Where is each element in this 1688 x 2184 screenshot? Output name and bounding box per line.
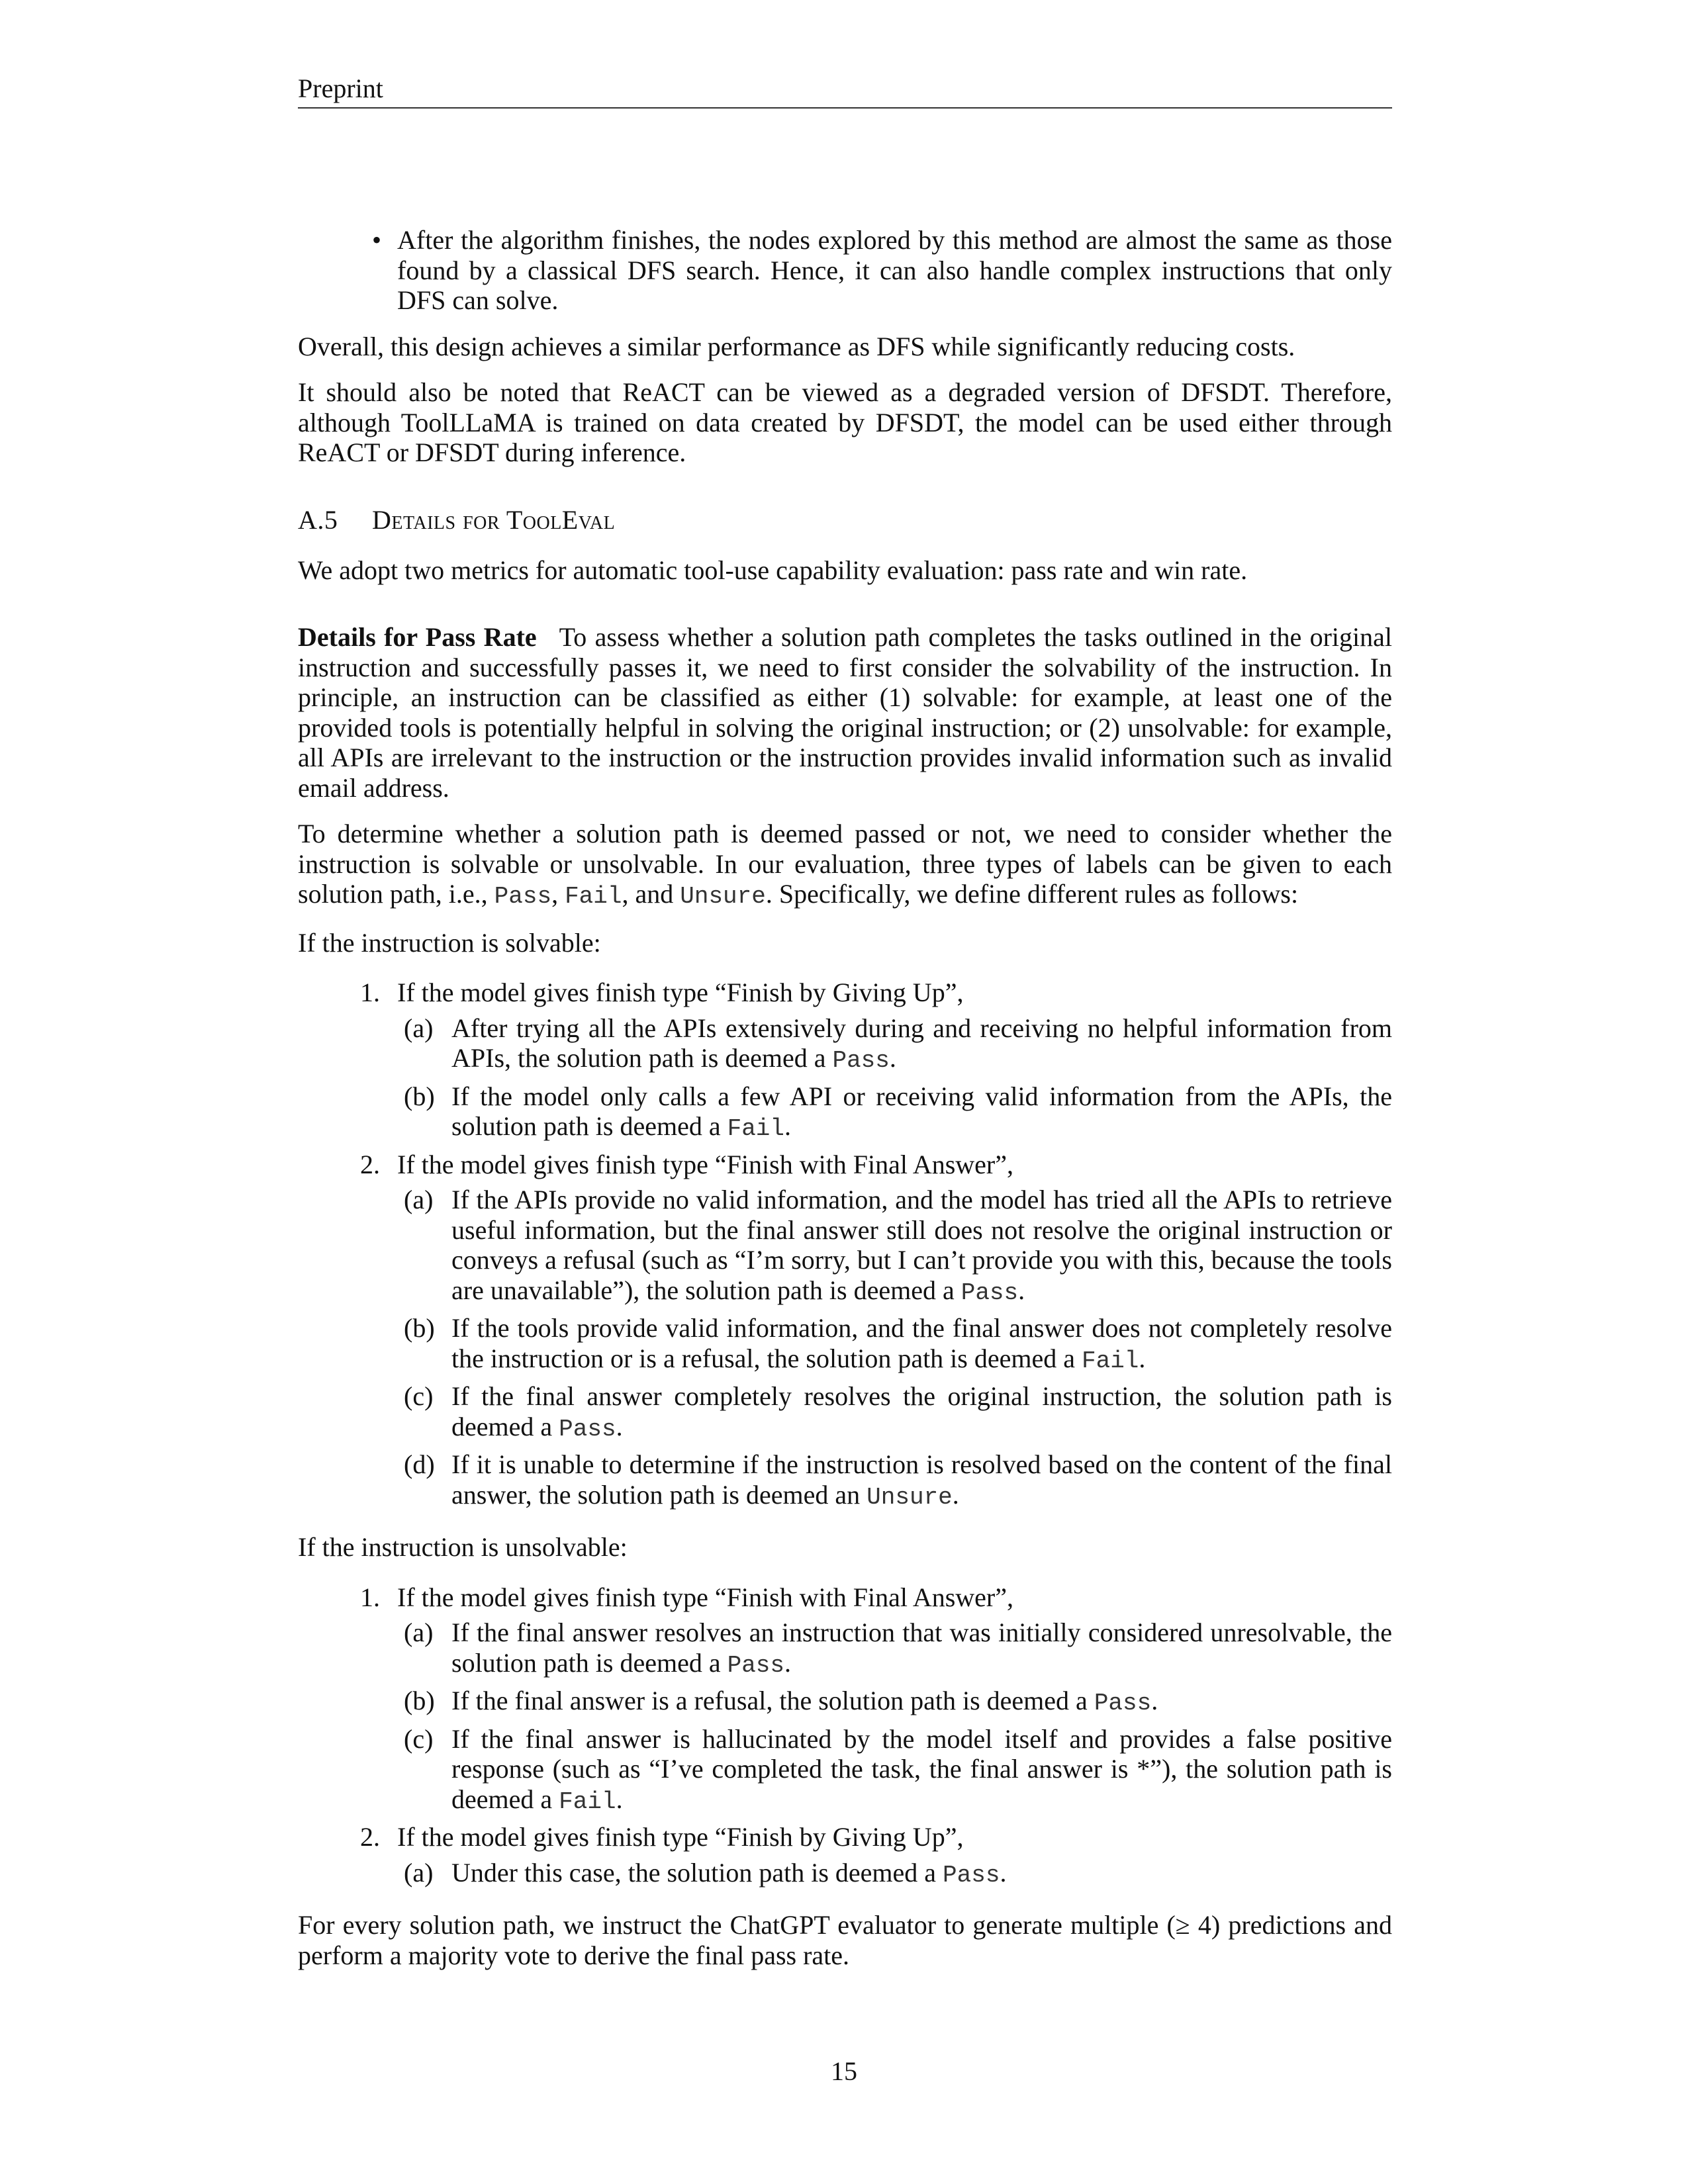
list-item bbox=[298, 1582, 1392, 1613]
list-item-text: If the model gives finish type “Finish with Final Answer”, bbox=[397, 1582, 1013, 1612]
sub-list-item: (b) If the model only calls a few API or receiving valid information from the APIs, the solution path is deemed a Fail. bbox=[404, 1081, 1392, 1142]
sub-list-label: (b) bbox=[404, 1686, 435, 1715]
list-number: 1. bbox=[360, 1582, 380, 1612]
paragraph-pass-rate bbox=[298, 622, 1392, 803]
sub-list-text: If the APIs provide no valid information, and the model has tried all the APIs to retrieve useful information, but the final answer still does not resolve the original instruction or conveys a refusal (such as “I’m sorry, but I can’t provide you with this, because the tools are unavailable”), the solution path is deemed a bbox=[451, 1185, 1392, 1305]
sub-list-item: (a) If the final answer resolves an instruction that was initially considered unresolvable, the solution path is deemed a Pass. bbox=[404, 1617, 1392, 1679]
paragraph-final bbox=[298, 1910, 1392, 1970]
sub-list-item: (a) Under this case, the solution path is deemed a Pass. bbox=[404, 1857, 1007, 1889]
sub-list-text: If the final answer resolves an instruction that was initially considered unresolvable, the solution path is deemed a bbox=[451, 1617, 1392, 1678]
label-pass: Pass bbox=[961, 1279, 1019, 1306]
page-number: 15 bbox=[831, 2056, 857, 2086]
solvable-intro: If the instruction is solvable: bbox=[298, 927, 601, 958]
list-item bbox=[298, 1150, 1392, 1180]
section-title: Details for ToolEval bbox=[372, 504, 616, 535]
sub-list-item: (c) If the final answer is hallucinated by the model itself and provides a false positive response (such as “I’ve completed the task, the final answer is *”), the solution path is deemed a Fail. bbox=[404, 1723, 1392, 1815]
text-fragment: , bbox=[551, 879, 565, 909]
bullet-marker: • bbox=[372, 225, 382, 255]
sub-list-item: (b) If the final answer is a refusal, the solution path is deemed a Pass. bbox=[404, 1686, 1158, 1717]
paragraph-overall: Overall, this design achieves a similar performance as DFS while significantly reducing costs. bbox=[298, 331, 1295, 361]
sub-list-text: If it is unable to determine if the instruction is resolved based on the content of the final answer, the solution path is deemed an bbox=[451, 1449, 1392, 1510]
label-fail: Fail bbox=[727, 1115, 785, 1142]
text-fragment: To determine whether a solution path is deemed passed or not, we need to consider whether the instruction is solvable or unsolvable. In our evaluation, three types of labels can be given to each solution path, i.e., bbox=[298, 819, 1392, 909]
sub-list-label: (d) bbox=[404, 1449, 435, 1479]
unsolvable-intro: If the instruction is unsolvable: bbox=[298, 1532, 628, 1562]
paragraph-pass-rate-text: To assess whether a solution path completes the tasks outlined in the original instruction and successfully passes it, we need to first consider the solvability of the instruction. In principle, an instruction can be classified as either (1) solvable: for example, at least one of the provided tools is potentially helpful in solving the original instruction; or (2) unsolvable: for example, all APIs are irrelevant to the instruction or the instruction provides invalid information such as invalid email address. bbox=[298, 622, 1392, 803]
label-pass: Pass bbox=[1094, 1690, 1152, 1717]
sub-list-label: (c) bbox=[404, 1381, 434, 1411]
label-pass: Pass bbox=[943, 1861, 1000, 1889]
list-number: 2. bbox=[360, 1822, 380, 1852]
text-fragment: ) predictions and perform a majority vote to derive the final pass rate. bbox=[298, 1910, 1393, 1970]
text-fragment: . Specifically, we define different rules as follows: bbox=[765, 879, 1299, 909]
list-item-text: If the model gives finish type “Finish by Giving Up”, bbox=[397, 978, 964, 1007]
section-number: A.5 bbox=[298, 504, 338, 535]
sub-list-text: If the tools provide valid information, and the final answer does not completely resolve the instruction or is a refusal, the solution path is deemed a bbox=[451, 1313, 1392, 1373]
label-unsure: Unsure bbox=[680, 883, 766, 910]
label-pass: Pass bbox=[832, 1047, 890, 1074]
list-item-text: If the model gives finish type “Finish by Giving Up”, bbox=[397, 1822, 964, 1852]
list-number: 1. bbox=[360, 978, 380, 1007]
paragraph-determine bbox=[298, 819, 1392, 912]
label-pass: Pass bbox=[727, 1651, 785, 1679]
paragraph-metrics: We adopt two metrics for automatic tool-use capability evaluation: pass rate and win rate. bbox=[298, 555, 1248, 585]
sub-list-text: Under this case, the solution path is deemed a bbox=[451, 1857, 943, 1888]
bullet-item bbox=[298, 225, 1392, 316]
sub-list-item: (a) If the APIs provide no valid information, and the model has tried all the APIs to retrieve useful information, but the final answer still does not resolve the original instruction or conveys a refusal (such as “I’m sorry, but I can’t provide you with this, because the tools are unavailable”), the solution path is deemed a Pass. bbox=[404, 1185, 1392, 1306]
running-header: Preprint bbox=[298, 71, 1392, 109]
label-pass: Pass bbox=[494, 883, 552, 910]
text-fragment: , and bbox=[622, 879, 680, 909]
sub-list-item: (c) If the final answer completely resolves the original instruction, the solution path is deemed a Pass. bbox=[404, 1381, 1392, 1443]
sub-list-label: (b) bbox=[404, 1313, 435, 1343]
sub-list-text: If the model only calls a few API or receiving valid information from the APIs, the solution path is deemed a bbox=[451, 1081, 1392, 1141]
sub-list-label: (c) bbox=[404, 1723, 434, 1754]
label-fail: Fail bbox=[1082, 1347, 1139, 1375]
list-item bbox=[298, 978, 1392, 1008]
paragraph-react: It should also be noted that ReACT can be viewed as a degraded version of DFSDT. Therefore, although ToolLLaMA is trained on data created by DFSDT, the model can be used either through ReACT or DFSDT during inference. bbox=[298, 377, 1392, 467]
sub-list-label: (a) bbox=[404, 1617, 434, 1647]
label-unsure: Unsure bbox=[867, 1483, 953, 1511]
sub-list-item: (b) If the tools provide valid information, and the final answer does not completely resolve the instruction or is a refusal, the solution path is deemed a Fail. bbox=[404, 1313, 1392, 1375]
label-fail: Fail bbox=[565, 883, 622, 910]
bullet-text: After the algorithm finishes, the nodes explored by this method are almost the same as those found by a classical DFS search. Hence, it can also handle complex instructions that only DFS can solve. bbox=[397, 225, 1392, 315]
list-item-text: If the model gives finish type “Finish with Final Answer”, bbox=[397, 1149, 1013, 1179]
sub-list-label: (a) bbox=[404, 1013, 434, 1043]
sub-list-item: (d) If it is unable to determine if the instruction is resolved based on the content of the final answer, the solution path is deemed an Unsure. bbox=[404, 1449, 1392, 1511]
sub-list-label: (a) bbox=[404, 1185, 434, 1214]
list-number: 2. bbox=[360, 1149, 380, 1179]
sub-list-label: (b) bbox=[404, 1081, 435, 1111]
sub-list-text: If the final answer is hallucinated by the model itself and provides a false positive response (such as “I’ve completed the task, the final answer is *”), the solution path is deemed a bbox=[451, 1723, 1392, 1814]
math-expression: ≥ 4 bbox=[1175, 1910, 1211, 1940]
text-fragment: For every solution path, we instruct the ChatGPT evaluator to generate multiple ( bbox=[298, 1910, 1176, 1940]
sub-list-label: (a) bbox=[404, 1857, 434, 1888]
paragraph-heading: Details for Pass Rate bbox=[298, 622, 537, 652]
label-pass: Pass bbox=[559, 1415, 616, 1443]
section-heading bbox=[298, 505, 1392, 535]
label-fail: Fail bbox=[559, 1788, 616, 1815]
sub-list-item: (a) After trying all the APIs extensively during and receiving no helpful information from APIs, the solution path is deemed a Pass. bbox=[404, 1013, 1392, 1074]
list-item bbox=[298, 1822, 1392, 1852]
sub-list-text: If the final answer completely resolves the original instruction, the solution path is deemed a bbox=[451, 1381, 1392, 1441]
sub-list-text: If the final answer is a refusal, the solution path is deemed a bbox=[451, 1686, 1094, 1715]
page-body bbox=[298, 225, 1392, 1970]
sub-list-text: After trying all the APIs extensively during and receiving no helpful information from APIs, the solution path is deemed a bbox=[451, 1013, 1392, 1073]
